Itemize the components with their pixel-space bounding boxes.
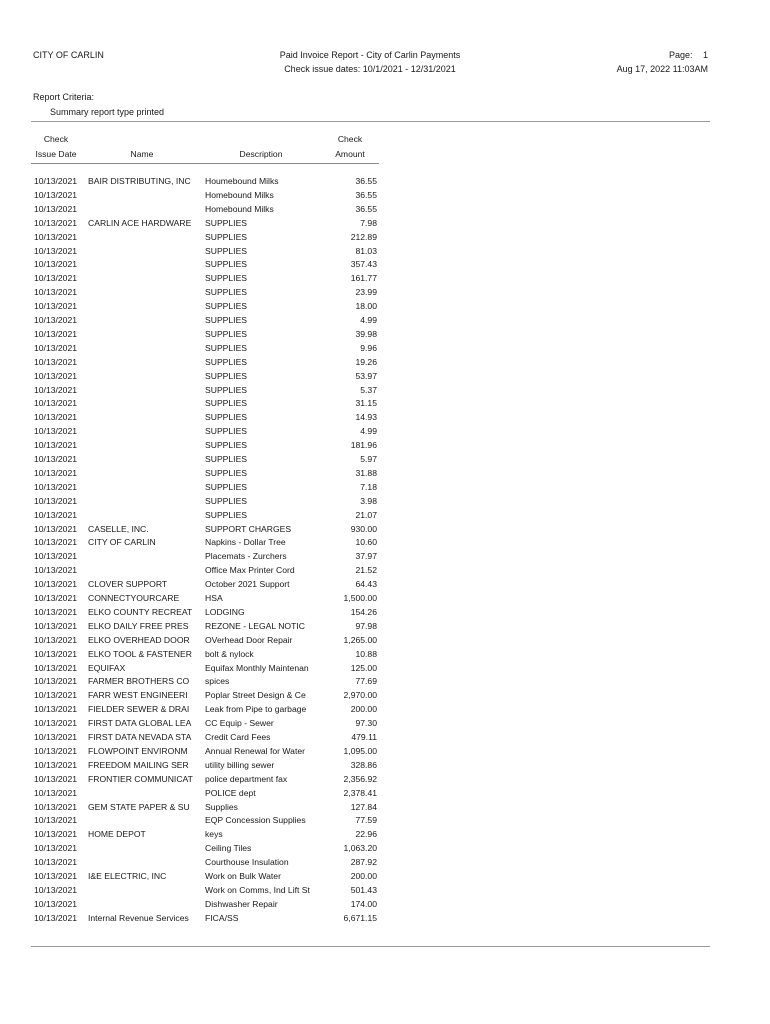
row-description: Homebound Milks [205,203,274,214]
row-description: Work on Bulk Water [205,871,281,881]
row-issue-date: 10/13/2021 [34,273,78,284]
table-row [0,536,770,550]
col-check-top: Check [43,134,69,144]
row-issue-date: 10/13/2021 [34,690,78,701]
row-description: keys [205,829,223,840]
row-check-amount: 479.11 [351,732,377,742]
row-issue-date: 10/13/2021 [34,620,78,631]
row-description: SUPPLIES [205,315,248,325]
table-row [0,898,770,912]
row-check-amount: 77.69 [355,676,377,687]
col-amount: Amount [335,149,365,159]
row-description: Credit Card Fees [205,732,271,742]
row-vendor-name: Internal Revenue Services [88,912,189,923]
col-description: Description [239,149,283,159]
row-description: Ceiling Tiles [205,843,252,854]
row-check-amount: 36.55 [355,189,377,200]
table-row [0,689,770,703]
row-issue-date: 10/13/2021 [34,745,78,756]
row-check-amount: 212.89 [350,231,377,242]
row-issue-date: 10/13/2021 [34,593,78,603]
row-issue-date: 10/13/2021 [34,843,78,854]
row-check-amount: 18.00 [355,301,377,312]
row-description: CC Equip - Sewer [205,718,274,729]
row-check-amount: 200.00 [350,704,377,715]
report-title: Paid Invoice Report - City of Carlin Payments [279,50,461,60]
row-issue-date: 10/13/2021 [34,759,78,770]
row-issue-date: 10/13/2021 [34,565,78,576]
table-row [0,231,770,245]
table-row [0,509,770,523]
row-issue-date: 10/13/2021 [34,370,78,381]
row-check-amount: 357.43 [350,259,377,270]
row-issue-date: 10/13/2021 [34,829,78,840]
table-row [0,787,770,801]
table-row [0,342,770,356]
row-check-amount: 21.52 [355,565,377,576]
row-check-amount: 3.98 [360,495,377,506]
table-row [0,662,770,676]
row-vendor-name: ELKO OVERHEAD DOOR [88,634,190,645]
row-vendor-name: CLOVER SUPPORT [88,579,168,590]
row-check-amount: 53.97 [355,370,377,381]
row-description: SUPPLIES [205,481,248,492]
row-issue-date: 10/13/2021 [34,287,78,298]
row-issue-date: 10/13/2021 [34,606,78,617]
row-issue-date: 10/13/2021 [34,412,78,423]
table-row [0,384,770,398]
row-description: Annual Renewal for Water [205,745,305,756]
row-description: EQP Concession Supplies [205,815,306,826]
criteria-divider [31,121,710,122]
table-row [0,620,770,634]
table-row [0,801,770,815]
row-vendor-name: FARMER BROTHERS CO [88,676,190,687]
row-issue-date: 10/13/2021 [34,579,78,590]
table-row [0,703,770,717]
row-description: SUPPLIES [205,454,248,464]
page-label: Page: [668,50,693,60]
row-check-amount: 1,063.20 [343,843,377,854]
table-row [0,467,770,481]
row-check-amount: 97.30 [355,718,377,729]
row-check-amount: 36.55 [355,203,377,214]
row-description: Work on Comms, Ind Lift St [205,884,310,895]
page-indicator [600,50,708,60]
row-issue-date: 10/13/2021 [34,189,78,200]
row-vendor-name: CONNECTYOURCARE [88,593,180,603]
row-issue-date: 10/13/2021 [34,384,78,395]
row-check-amount: 10.88 [355,648,377,659]
row-description: SUPPLIES [205,217,248,228]
row-description: SUPPLIES [205,398,248,409]
table-row [0,314,770,328]
table-row [0,286,770,300]
row-issue-date: 10/13/2021 [34,467,78,478]
table-row [0,272,770,286]
row-check-amount: 31.88 [355,467,377,478]
table-row [0,550,770,564]
row-issue-date: 10/13/2021 [34,481,78,492]
row-description: SUPPLIES [205,370,248,381]
row-issue-date: 10/13/2021 [34,495,78,506]
row-vendor-name: FIELDER SEWER & DRAI [88,704,190,715]
row-check-amount: 36.55 [355,176,377,186]
row-check-amount: 174.00 [350,898,377,909]
table-row [0,606,770,620]
row-vendor-name: BAIR DISTRIBUTING, INC [88,176,191,186]
row-check-amount: 21.07 [355,509,377,520]
table-row [0,564,770,578]
row-vendor-name: FIRST DATA NEVADA STA [88,732,192,742]
row-description: SUPPLIES [205,245,248,256]
row-check-amount: 161.77 [350,273,377,284]
row-description: Houmebound Milks [205,176,279,186]
table-row [0,578,770,592]
row-check-amount: 10.60 [355,537,377,548]
row-check-amount: 125.00 [350,662,377,673]
row-vendor-name: ELKO COUNTY RECREAT [88,606,193,617]
row-check-amount: 1,500.00 [343,593,377,603]
row-description: police department fax [205,773,288,784]
row-issue-date: 10/13/2021 [34,203,78,214]
row-issue-date: 10/13/2021 [34,801,78,812]
row-description: SUPPLIES [205,259,248,270]
row-description: SUPPLIES [205,440,248,451]
row-vendor-name: FARR WEST ENGINEERI [88,690,188,701]
row-check-amount: 930.00 [350,523,377,534]
row-issue-date: 10/13/2021 [34,231,78,242]
row-check-amount: 77.59 [355,815,377,826]
row-check-amount: 97.98 [355,620,377,631]
row-vendor-name: FRONTIER COMMUNICAT [88,773,193,784]
row-issue-date: 10/13/2021 [34,537,78,548]
row-issue-date: 10/13/2021 [34,871,78,881]
table-row [0,648,770,662]
row-description: October 2021 Support [205,579,290,590]
row-check-amount: 1,265.00 [343,634,377,645]
row-description: SUPPLIES [205,342,248,353]
row-check-amount: 181.96 [350,440,377,451]
row-description: Supplies [205,801,238,812]
table-row [0,634,770,648]
org-name: CITY OF CARLIN [33,50,104,60]
printed-timestamp: Aug 17, 2022 11:03AM [616,64,708,74]
row-description: spices [205,676,230,687]
row-description: SUPPLIES [205,273,248,284]
row-check-amount: 39.98 [355,328,377,339]
row-check-amount: 4.99 [360,315,377,325]
row-check-amount: 7.98 [360,217,377,228]
table-row [0,370,770,384]
row-issue-date: 10/13/2021 [34,718,78,729]
table-row [0,356,770,370]
row-description: Equifax Monthly Maintenan [205,662,309,673]
table-row [0,481,770,495]
row-check-amount: 31.15 [355,398,377,409]
row-check-amount: 2,356.92 [343,773,377,784]
row-check-amount: 2,970.00 [343,690,377,701]
row-description: HSA [205,593,223,603]
row-vendor-name: CITY OF CARLIN [88,537,156,548]
table-row [0,453,770,467]
row-issue-date: 10/13/2021 [34,773,78,784]
row-description: SUPPLIES [205,287,248,298]
table-row [0,828,770,842]
row-description: Dishwasher Repair [205,898,278,909]
row-vendor-name: ELKO DAILY FREE PRES [88,620,189,631]
row-check-amount: 14.93 [355,412,377,423]
table-row [0,814,770,828]
row-issue-date: 10/13/2021 [34,454,78,464]
row-check-amount: 2,378.41 [343,787,377,798]
table-row [0,397,770,411]
report-subtitle: Check issue dates: 10/1/2021 - 12/31/2021 [284,64,456,74]
row-description: Leak from Pipe to garbage [205,704,307,715]
table-row [0,870,770,884]
table-row [0,731,770,745]
row-description: SUPPLIES [205,467,248,478]
row-issue-date: 10/13/2021 [34,328,78,339]
table-row [0,912,770,926]
row-description: Poplar Street Design & Ce [205,690,306,701]
row-vendor-name: FREEDOM MAILING SER [88,759,189,770]
row-description: Office Max Printer Cord [205,565,295,576]
row-issue-date: 10/13/2021 [34,217,78,228]
table-row [0,884,770,898]
row-vendor-name: FLOWPOINT ENVIRONM [88,745,188,756]
table-row [0,217,770,231]
row-description: SUPPLIES [205,384,248,395]
table-row [0,745,770,759]
row-check-amount: 328.86 [350,759,377,770]
table-row [0,245,770,259]
row-description: SUPPORT CHARGES [205,523,292,534]
row-issue-date: 10/13/2021 [34,662,78,673]
column-header-underline [31,163,379,164]
row-description: REZONE - LEGAL NOTIC [205,620,305,631]
table-row [0,175,770,189]
row-issue-date: 10/13/2021 [34,301,78,312]
row-vendor-name: ELKO TOOL & FASTENER [88,648,192,659]
row-check-amount: 81.03 [355,245,377,256]
row-issue-date: 10/13/2021 [34,315,78,325]
row-issue-date: 10/13/2021 [34,398,78,409]
table-row [0,773,770,787]
row-description: LODGING [205,606,245,617]
col-issue-date: Issue Date [35,149,77,159]
row-issue-date: 10/13/2021 [34,898,78,909]
row-issue-date: 10/13/2021 [34,857,78,868]
row-check-amount: 23.99 [355,287,377,298]
row-description: Placemats - Zurchers [205,551,287,562]
table-row [0,842,770,856]
row-issue-date: 10/13/2021 [34,648,78,659]
row-vendor-name: EQUIFAX [88,662,126,673]
row-issue-date: 10/13/2021 [34,342,78,353]
row-check-amount: 19.26 [355,356,377,367]
row-vendor-name: I&E ELECTRIC, INC [88,871,167,881]
footer-divider [31,946,710,947]
table-row [0,523,770,537]
row-check-amount: 154.26 [350,606,377,617]
row-issue-date: 10/13/2021 [34,634,78,645]
row-check-amount: 287.92 [350,857,377,868]
row-description: Napkins - Dollar Tree [205,537,286,548]
table-row [0,495,770,509]
row-description: Homebound Milks [205,189,274,200]
row-issue-date: 10/13/2021 [34,787,78,798]
table-row [0,717,770,731]
row-description: SUPPLIES [205,301,248,312]
row-vendor-name: CARLIN ACE HARDWARE [88,217,192,228]
table-row [0,258,770,272]
row-description: utility billing sewer [205,759,275,770]
row-check-amount: 5.97 [360,454,377,464]
row-description: SUPPLIES [205,412,248,423]
row-check-amount: 6,671.15 [343,912,377,923]
table-row [0,328,770,342]
row-description: SUPPLIES [205,509,248,520]
row-issue-date: 10/13/2021 [34,732,78,742]
table-row [0,300,770,314]
row-check-amount: 4.99 [360,426,377,437]
row-issue-date: 10/13/2021 [34,245,78,256]
row-description: SUPPLIES [205,356,248,367]
row-check-amount: 127.84 [350,801,377,812]
row-description: OVerhead Door Repair [205,634,293,645]
table-row [0,203,770,217]
table-row [0,856,770,870]
row-check-amount: 1,095.00 [343,745,377,756]
criteria-label: Report Criteria: [33,92,95,102]
row-check-amount: 64.43 [355,579,377,590]
row-check-amount: 5.37 [360,384,377,395]
row-description: Courthouse Insulation [205,857,289,868]
row-issue-date: 10/13/2021 [34,356,78,367]
col-amount-top: Check [337,134,363,144]
row-issue-date: 10/13/2021 [34,551,78,562]
row-check-amount: 9.96 [360,342,377,353]
row-issue-date: 10/13/2021 [34,440,78,451]
row-issue-date: 10/13/2021 [34,426,78,437]
table-row [0,439,770,453]
row-issue-date: 10/13/2021 [34,912,78,923]
row-description: bolt & nylock [205,648,254,659]
table-row [0,425,770,439]
row-vendor-name: CASELLE, INC. [88,523,149,534]
table-row [0,189,770,203]
table-row [0,411,770,425]
row-vendor-name: FIRST DATA GLOBAL LEA [88,718,192,729]
criteria-value: Summary report type printed [50,107,165,117]
row-check-amount: 37.97 [355,551,377,562]
row-issue-date: 10/13/2021 [34,523,78,534]
row-vendor-name: GEM STATE PAPER & SU [88,801,190,812]
row-description: SUPPLIES [205,495,248,506]
row-check-amount: 22.96 [355,829,377,840]
row-description: POLICE dept [205,787,256,798]
table-row [0,675,770,689]
page-number: 1 [702,50,708,60]
row-issue-date: 10/13/2021 [34,815,78,826]
row-issue-date: 10/13/2021 [34,884,78,895]
row-description: SUPPLIES [205,231,248,242]
col-name: Name [130,149,154,159]
row-issue-date: 10/13/2021 [34,176,78,186]
row-issue-date: 10/13/2021 [34,509,78,520]
row-description: FICA/SS [205,912,239,923]
row-description: SUPPLIES [205,328,248,339]
table-row [0,592,770,606]
row-description: SUPPLIES [205,426,248,437]
row-check-amount: 7.18 [360,481,377,492]
row-issue-date: 10/13/2021 [34,704,78,715]
row-check-amount: 200.00 [350,871,377,881]
row-vendor-name: HOME DEPOT [88,829,146,840]
row-issue-date: 10/13/2021 [34,676,78,687]
row-check-amount: 501.43 [350,884,377,895]
row-issue-date: 10/13/2021 [34,259,78,270]
table-row [0,759,770,773]
